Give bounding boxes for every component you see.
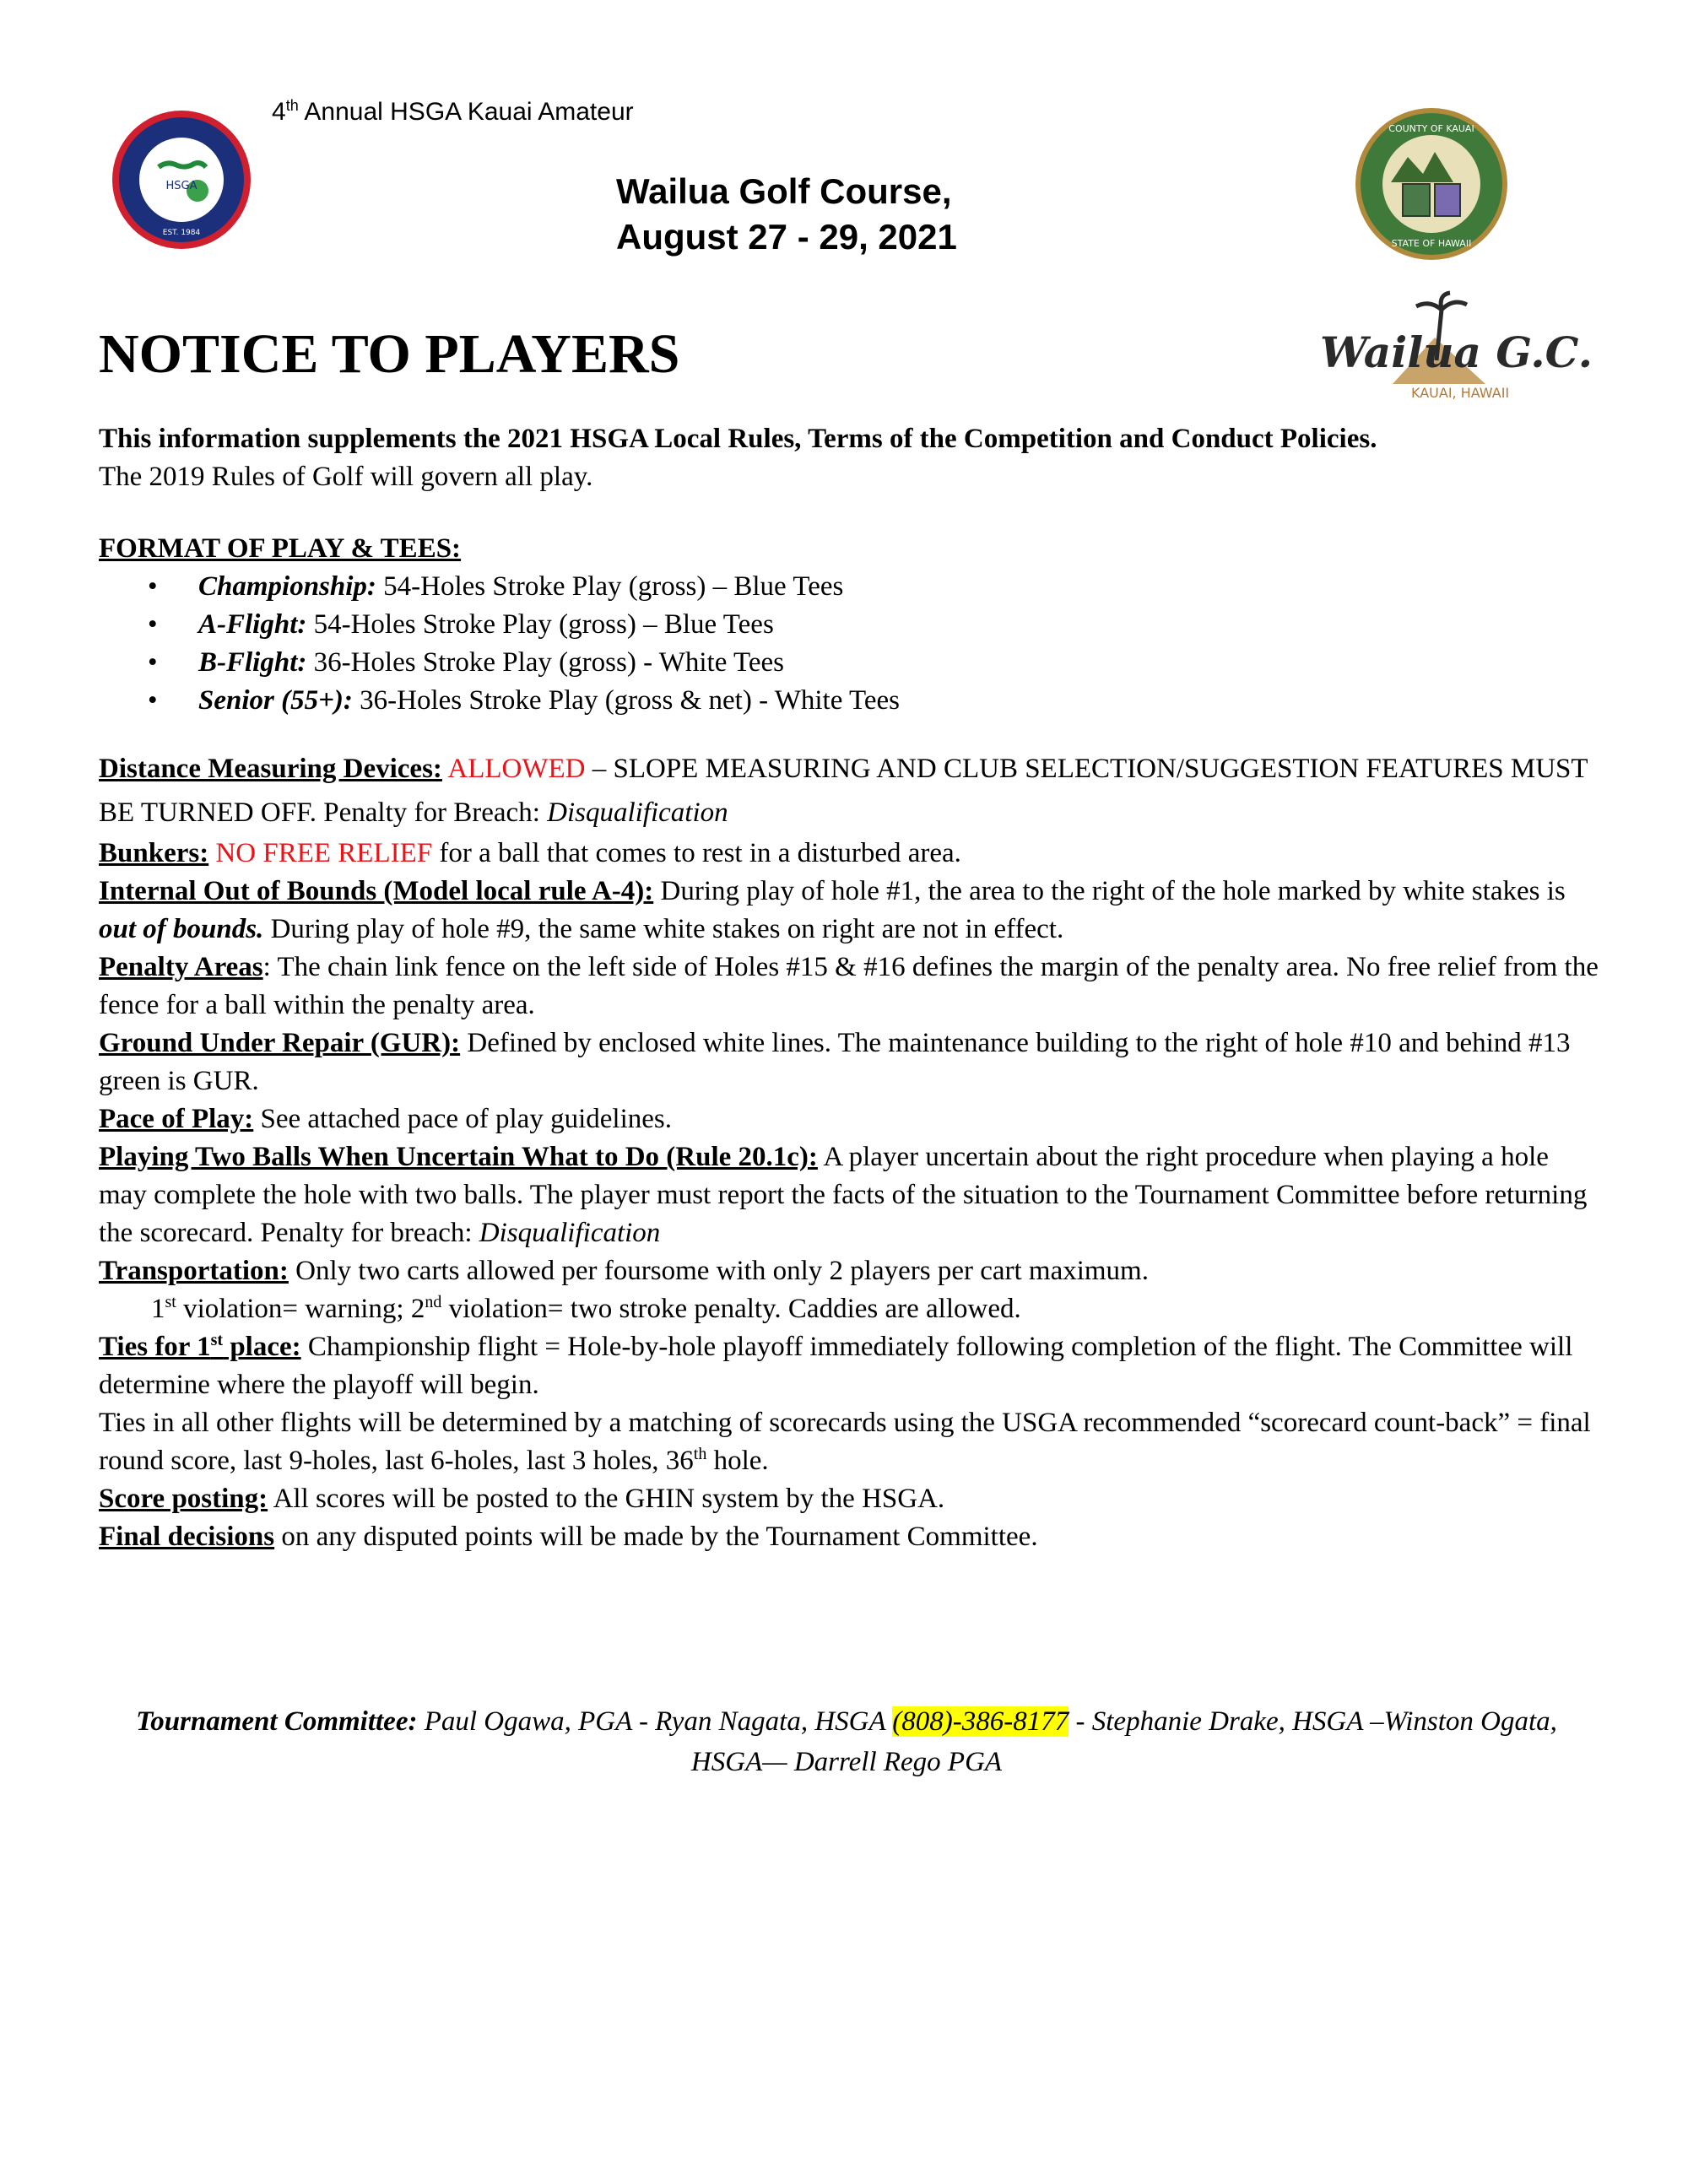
hsga-logo-center: HSGA	[165, 180, 197, 192]
rule-text: See attached pace of play guidelines.	[253, 1104, 672, 1134]
event-ordinal-suffix: th	[285, 97, 299, 114]
rule-heading: Final decisions	[99, 1522, 275, 1552]
rule-text: violation= warning; 2	[176, 1294, 425, 1324]
flight-name: Championship:	[198, 571, 376, 602]
ordinal-suffix: th	[693, 1445, 707, 1463]
ties-heading-suffix: st	[210, 1331, 224, 1349]
violation-number: 1	[151, 1294, 165, 1324]
list-item	[198, 682, 1601, 720]
wailua-logo	[1317, 291, 1593, 401]
transportation-violations	[99, 1290, 1601, 1328]
rule-heading: Internal Out of Bounds (Model local rule A-4):	[99, 876, 654, 906]
wailua-logo-sub: KAUAI, HAWAII	[1411, 385, 1510, 401]
flight-name: A-Flight:	[198, 609, 307, 640]
event-ordinal: 4	[272, 98, 286, 126]
rule-gur	[99, 1024, 1601, 1100]
intro-bold: This information supplements the 2021 HSGA Local Rules, Terms of the Competition and Conduct Policies.	[99, 424, 1377, 454]
rule-internal-oob	[99, 873, 1601, 949]
hsga-logo-est: EST. 1984	[162, 229, 201, 237]
rule-text: Only two carts allowed per foursome with only 2 players per cart maximum.	[288, 1256, 1149, 1286]
committee-members: - Stephanie Drake, HSGA –Winston Ogata, HSGA— Darrell Rego PGA	[690, 1706, 1557, 1777]
no-free-relief-label: NO FREE RELIEF	[215, 838, 433, 868]
rule-distance-devices	[99, 747, 1601, 835]
rule-heading: Score posting:	[99, 1484, 268, 1514]
rule-ties-other	[99, 1404, 1601, 1480]
ties-heading-text: Ties for 1	[99, 1332, 211, 1362]
rule-transportation	[99, 1252, 1601, 1290]
rule-text: During play of hole #1, the area to the right of the hole marked by white stakes is	[653, 876, 1566, 906]
rule-text: – SLOPE MEASURING AND CLUB SELECTION/SUGGESTION FEATURES MUST BE TURNED OFF. Penalty for Breach:	[99, 754, 1588, 828]
event-name: Annual HSGA Kauai Amateur	[304, 98, 634, 126]
penalty-text: Disqualification	[479, 1218, 661, 1248]
rule-bunkers	[99, 835, 1601, 873]
event-line	[272, 98, 634, 127]
county-seal-top: COUNTY OF KAUAI	[1388, 123, 1474, 134]
committee-label: Tournament Committee:	[136, 1706, 418, 1737]
rule-text: Defined by enclosed white lines. The maintenance building to the right of hole #10 and behind #13 green is GUR.	[99, 1028, 1571, 1096]
page-title: NOTICE TO PLAYERS	[99, 323, 680, 385]
list-item	[198, 644, 1601, 682]
rule-text: Ties in all other flights will be determined by a matching of scorecards using the USGA recommended “scorecard count-back” = final round score, last 9-holes, last 6-holes, last 3 holes, 36	[99, 1408, 1591, 1476]
rule-text: A player uncertain about the right procedure when playing a hole may complete the hole with two balls. The player must report the facts of the situation to the Tournament Committee before returning the scorecard. Penalty for breach:	[99, 1142, 1588, 1248]
rule-penalty-areas	[99, 949, 1601, 1024]
committee-members: Paul Ogawa, PGA - Ryan Nagata, HSGA	[417, 1706, 893, 1737]
rule-text: : The chain link fence on the left side of Holes #15 & #16 defines the margin of the penalty area. No free relief from the fence for a ball within the penalty area.	[99, 952, 1599, 1020]
flight-name: B-Flight:	[198, 647, 307, 678]
allowed-label: ALLOWED	[447, 754, 586, 784]
rule-text: Championship flight = Hole-by-hole playoff immediately following completion of the flight. The Committee will determine where the playoff will begin.	[99, 1332, 1573, 1400]
hsga-logo	[110, 108, 253, 251]
list-item	[198, 568, 1601, 606]
rule-heading: Pace of Play:	[99, 1104, 254, 1134]
county-seal	[1354, 106, 1509, 262]
rule-text: on any disputed points will be made by the Tournament Committee.	[274, 1522, 1038, 1552]
format-heading: FORMAT OF PLAY & TEES:	[99, 533, 462, 564]
penalty-text: Disqualification	[547, 797, 728, 828]
rule-pace	[99, 1100, 1601, 1138]
rule-heading: Bunkers:	[99, 838, 209, 868]
list-item	[198, 606, 1601, 644]
rule-heading: Ground Under Repair (GUR):	[99, 1028, 461, 1058]
violation-suffix: st	[165, 1293, 176, 1311]
rule-text: hole.	[706, 1446, 769, 1476]
county-seal-bottom: STATE OF HAWAII	[1391, 238, 1472, 249]
event-dates: August 27 - 29, 2021	[616, 217, 957, 257]
rule-heading: Distance Measuring Devices:	[99, 754, 442, 784]
flight-name: Senior (55+):	[198, 685, 353, 716]
rule-text: All scores will be posted to the GHIN system by the HSGA.	[268, 1484, 945, 1514]
venue-name: Wailua Golf Course,	[616, 171, 952, 211]
rule-heading: Penalty Areas	[99, 952, 263, 982]
committee-phone: (808)-386-8177	[892, 1706, 1069, 1737]
rule-text: During play of hole #9, the same white stakes on right are not in effect.	[263, 914, 1064, 944]
notice-body	[99, 420, 1601, 1556]
rule-text: for a ball that comes to rest in a disturbed area.	[432, 838, 961, 868]
rule-ties	[99, 1328, 1601, 1404]
oob-emphasis: out of bounds.	[99, 914, 264, 944]
rule-score-posting	[99, 1480, 1601, 1518]
violation-suffix: nd	[425, 1293, 442, 1311]
flight-desc: 54-Holes Stroke Play (gross) – Blue Tees	[376, 571, 844, 602]
intro-text: The 2019 Rules of Golf will govern all play.	[99, 462, 593, 492]
rule-final-decisions	[99, 1518, 1601, 1556]
rule-heading: Transportation:	[99, 1256, 289, 1286]
format-list	[99, 568, 1601, 720]
rule-two-balls	[99, 1138, 1601, 1252]
rule-heading: Playing Two Balls When Uncertain What to Do (Rule 20.1c):	[99, 1142, 818, 1172]
flight-desc: 36-Holes Stroke Play (gross & net) - White Tees	[352, 685, 900, 716]
rule-text: violation= two stroke penalty. Caddies are allowed.	[441, 1294, 1021, 1324]
flight-desc: 54-Holes Stroke Play (gross) – Blue Tees	[306, 609, 774, 640]
venue-block	[616, 169, 957, 260]
flight-desc: 36-Holes Stroke Play (gross) - White Tees	[306, 647, 784, 678]
tournament-committee	[99, 1701, 1594, 1782]
rule-heading	[99, 1332, 301, 1362]
ties-heading-text: place:	[223, 1332, 301, 1362]
wailua-logo-script: Wailua G.C.	[1320, 327, 1593, 377]
